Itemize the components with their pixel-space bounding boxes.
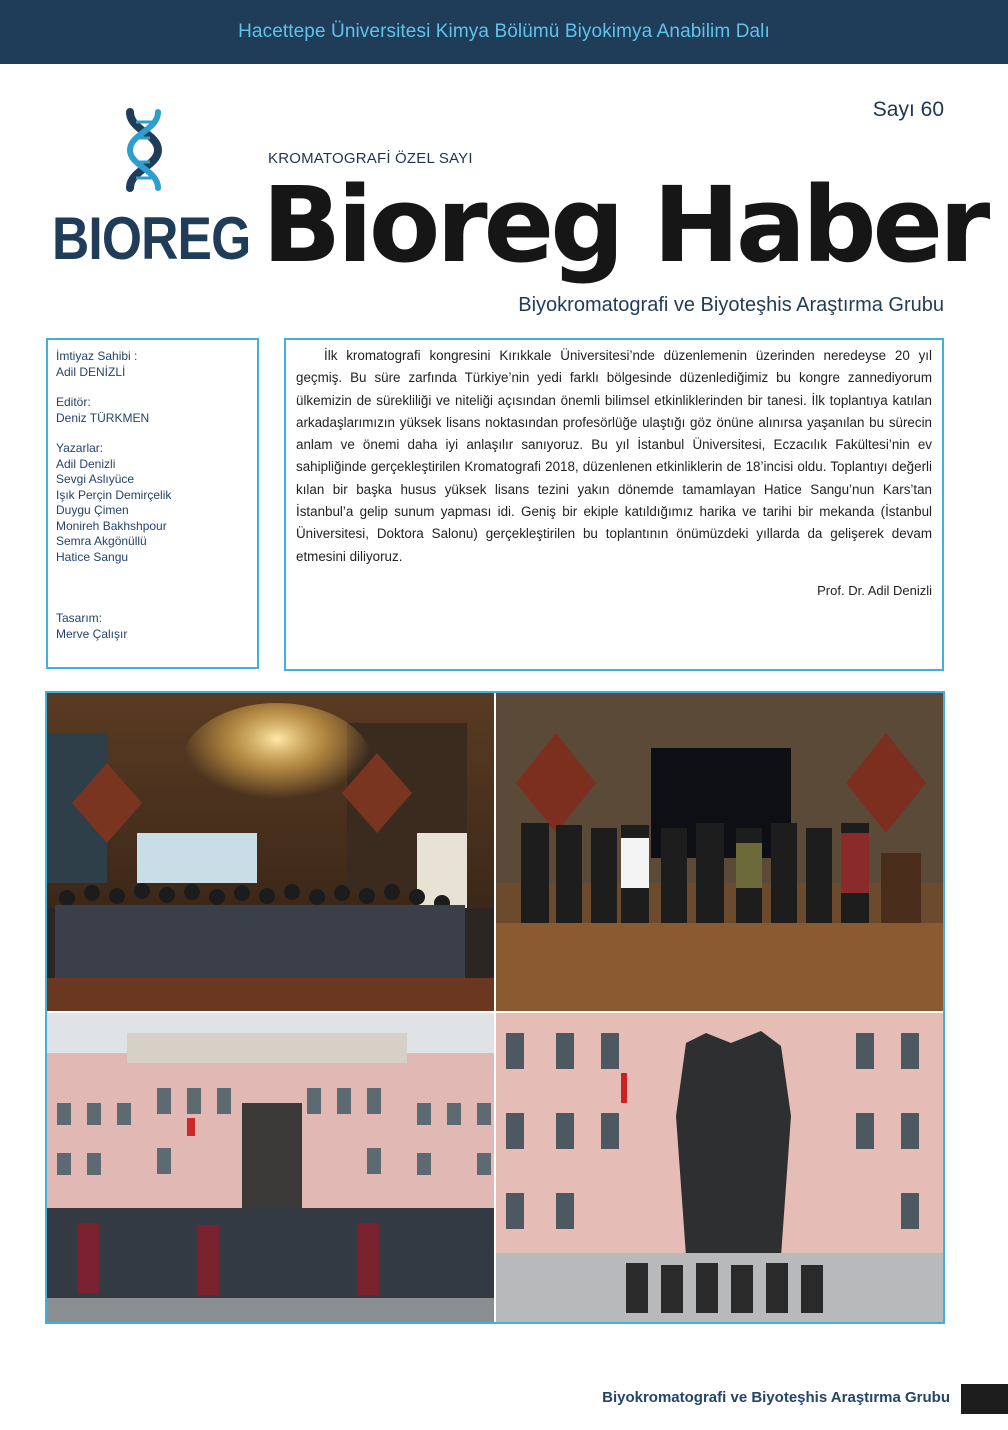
author-name: Hatice Sangu (56, 549, 129, 564)
dna-helix-icon (122, 108, 166, 192)
department-name: Hacettepe Üniversitesi Kimya Bölümü Biyokimya Anabilim Dalı (238, 21, 770, 42)
photo-building-group (47, 1013, 494, 1324)
editorial-text: İlk kromatografi kongresini Kırıkkale Üniversitesi’nde düzenlemenin üzerinden neredeyse 20 yıl geçmiş. Bu süre zarfında Türkiye’nin yedi farklı bölgesinde düzenlediğimiz bu kongre zannediyorum ülkemizin de sürekliliği ve niteliği açısından önemli bilimsel etkinliklerinden bir tanesi. İlk toplantıya katılan arkadaşlarımızın yüksek lisans noktasından profesörlüğe ulaştığı göz önüne alınırsa yaşanılan bu sürecin anlam ve önemi daha iyi anlaşılır sanıyoruz. Bu yıl İstanbul Üniversitesi, Eczacılık Fakültesi’nin ev sahipliğinde gerçekleştirilen Kromatografi 2018, düzenlenen etkinliklerin de 18’incisi oldu. Toplantıyı değerli kılan bir başka husus yüksek lisans tezini yakın dönemde tamamlayan Hatice Sangu’nun Kars’tan İstanbul’a gelip sunum yapması idi. Geniş bir ekiple katıldığımız harika ve tarihi bir mekanda (İstanbul Üniversitesi, Doktora Salonu) gerçekleştirilen bu toplantının önümüzdeki yıllarda da gelişerek devam etmesini diliyoruz. (296, 348, 932, 564)
special-issue-label: KROMATOGRAFİ ÖZEL SAYI (268, 150, 473, 167)
issue-number: Sayı 60 (872, 98, 944, 121)
newsletter-title: Bioreg Haber (262, 164, 987, 286)
editorial-box (284, 338, 944, 671)
editorial-signature: Prof. Dr. Adil Denizli (817, 582, 932, 598)
logo-text: BIOREG (52, 205, 251, 272)
author-name: Sevgi Aslıyüce (56, 472, 135, 486)
designer-name: Merve Çalışır (56, 626, 128, 641)
authors-label: Yazarlar: (56, 441, 104, 455)
photo-monument-group (496, 1013, 943, 1324)
photo-stage-group (496, 693, 943, 1011)
owner-name: Adil DENİZLİ (56, 364, 126, 379)
editor-name: Deniz TÜRKMEN (56, 410, 150, 425)
photo-collage (45, 691, 945, 1324)
footer-group-name: Biyokromatografi ve Biyoteşhis Araştırma Grubu (602, 1389, 950, 1406)
author-name: Duygu Çimen (56, 503, 129, 517)
author-name: Monireh Bakhshpour (56, 518, 167, 533)
author-name: Işık Perçin Demirçelik (56, 487, 172, 502)
footer-block (961, 1384, 1008, 1414)
author-name: Semra Akgönüllü (56, 534, 147, 548)
bioreg-logo (52, 108, 251, 278)
header-bar (0, 0, 1008, 64)
editor-label: Editör: (56, 395, 91, 409)
owner-label: İmtiyaz Sahibi : (56, 349, 138, 363)
group-subtitle: Biyokromatografi ve Biyoteşhis Araştırma Grubu (518, 294, 944, 316)
design-label: Tasarım: (56, 611, 103, 625)
credits-box (46, 338, 259, 669)
photo-conference-hall-group (47, 693, 494, 1011)
author-name: Adil Denizli (56, 456, 116, 471)
